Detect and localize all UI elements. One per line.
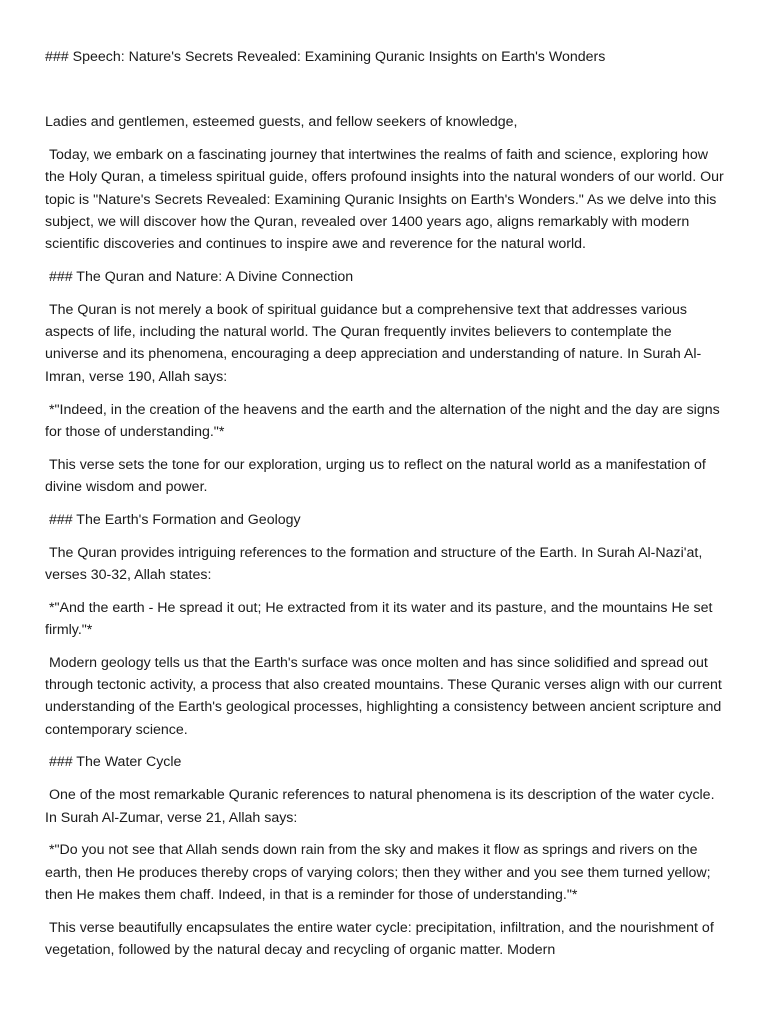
- section-heading-water-cycle: ### The Water Cycle: [45, 754, 182, 771]
- verse-al-imran-quote: *"Indeed, in the creation of the heavens and the earth and the alternation of the night and the day are signs for those of understanding."*: [45, 401, 724, 440]
- section-heading-earth-formation: ### The Earth's Formation and Geology: [45, 511, 301, 528]
- speech-title: ### Speech: Nature's Secrets Revealed: Examining Quranic Insights on Earth's Wonders: [45, 49, 606, 65]
- quran-nature-paragraph: The Quran is not merely a book of spiritual guidance but a comprehensive text that addresses various aspects of life, including the natural world. The Quran frequently invites believers to contemplate the universe and its phenomena, encouraging a deep appreciation and understanding of nature. In Surah Al-Imran, verse 190, Allah says:: [45, 301, 702, 385]
- verse-al-zumar-quote: *"Do you not see that Allah sends down rain from the sky and makes it flow as springs and rivers on the earth, then He produces thereby crops of varying colors; then they wither and you see them turned yellow; then He makes them chaff. Indeed, in that is a reminder for those of understanding."*: [45, 842, 715, 903]
- verse-reflection-paragraph: This verse sets the tone for our exploration, urging us to reflect on the natural world as a manifestation of divine wisdom and power.: [45, 456, 710, 495]
- verse-al-naziat-quote: *"And the earth - He spread it out; He extracted from it its water and its pasture, and the mountains He set firmly."*: [45, 599, 717, 638]
- document-page: [45, 46, 728, 972]
- section-heading-quran-nature: ### The Quran and Nature: A Divine Connection: [45, 269, 354, 286]
- geology-paragraph: Modern geology tells us that the Earth's surface was once molten and has since solidified and spread out through tectonic activity, a process that also created mountains. These Quranic verses align with our current understanding of the Earth's geological processes, highlighting a consistency between ancient scripture and contemporary science.: [45, 654, 726, 738]
- intro-paragraph: Today, we embark on a fascinating journey that intertwines the realms of faith and science, exploring how the Holy Quran, a timeless spiritual guide, offers profound insights into the natural wonders of our world. Our topic is "Nature's Secrets Revealed: Examining Quranic Insights on Earth's Wonders." As we delve into this subject, we will discover how the Quran, revealed over 1400 years ago, aligns remarkably with modern scientific discoveries and continues to inspire awe and reverence for the natural world.: [45, 147, 728, 253]
- earth-formation-paragraph: The Quran provides intriguing references to the formation and structure of the Earth. In Surah Al-Nazi'at, verses 30-32, Allah states:: [45, 544, 707, 583]
- water-cycle-paragraph: One of the most remarkable Quranic references to natural phenomena is its description of the water cycle. In Surah Al-Zumar, verse 21, Allah says:: [45, 787, 719, 826]
- water-cycle-explanation-paragraph: This verse beautifully encapsulates the entire water cycle: precipitation, infiltration, and the nourishment of vegetation, followed by the natural decay and recycling of organic matter. Modern: [45, 919, 718, 958]
- greeting-paragraph: Ladies and gentlemen, esteemed guests, and fellow seekers of knowledge,: [45, 114, 518, 131]
